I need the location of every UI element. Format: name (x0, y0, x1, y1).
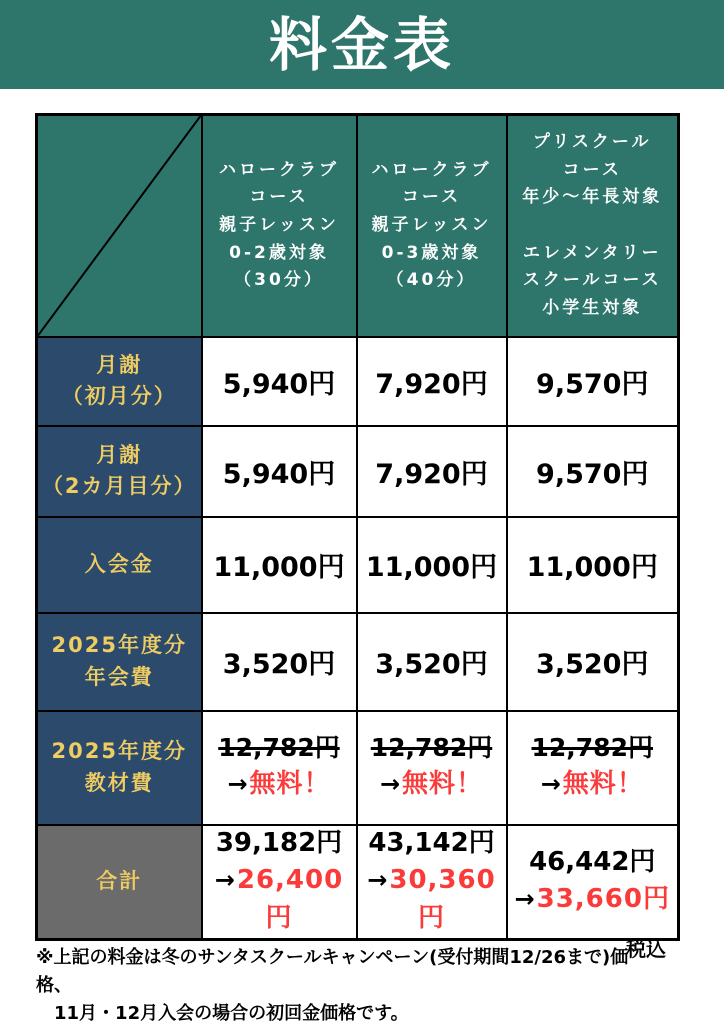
col-header-line: エレメンタリー (522, 242, 662, 263)
table-row-annual-fee (37, 613, 679, 711)
row-label-line: 月謝 (96, 352, 143, 377)
col-header-line: コース (562, 159, 622, 180)
page-title: 料金表 (268, 10, 455, 79)
price-table (35, 113, 680, 941)
column-header-hello-club-40min (357, 115, 507, 337)
old-price: 12,782円 (370, 733, 493, 763)
table-header-row (37, 115, 679, 337)
campaign-footnote (36, 944, 656, 1028)
col-header-line: 親子レッスン (219, 214, 339, 235)
table-row-monthly-first (37, 337, 679, 426)
total-price-cell (202, 825, 357, 940)
arrow-icon: → (540, 769, 561, 798)
row-label-line: 2025年度分 (51, 633, 187, 657)
arrow-icon: → (227, 769, 248, 798)
total-price-cell (357, 825, 507, 940)
col-header-line: コース (249, 187, 309, 208)
col-header-line: ハロークラブ (371, 159, 492, 180)
row-label-line: 2025年度分 (51, 739, 187, 763)
material-price-cell (357, 711, 507, 825)
arrow-icon: → (367, 865, 388, 894)
row-header-monthly-second (37, 426, 202, 517)
table-row-admission-fee (37, 517, 679, 613)
column-header-preschool-elementary (507, 115, 679, 337)
row-header-admission-fee (37, 517, 202, 613)
footnote-line-1: ※上記の料金は冬のサンタスクールキャンペーン(受付期間12/26まで)価格、 (36, 947, 629, 996)
col-header-line (508, 212, 678, 240)
row-label-line: （初月分） (61, 384, 177, 408)
row-header-material-fee (37, 711, 202, 825)
row-label-line: 教材費 (84, 770, 154, 795)
col-header-line: 小学生対象 (542, 297, 643, 318)
material-price-cell (507, 711, 679, 825)
col-header-line: 0-3歳対象 (381, 242, 482, 263)
row-label-line: 年会費 (84, 664, 154, 689)
price-cell: 11,000円 (357, 517, 507, 613)
material-price-cell (202, 711, 357, 825)
col-header-line: （40分） (386, 270, 477, 291)
price-cell: 9,570円 (507, 426, 679, 517)
price-cell: 3,520円 (507, 613, 679, 711)
table-row-total (37, 825, 679, 940)
col-header-line: 親子レッスン (371, 214, 492, 235)
footnote-line-2: 11月・12月入会の場合の初回金価格です。 (54, 1002, 409, 1024)
price-cell: 9,570円 (507, 337, 679, 426)
row-header-total (37, 825, 202, 940)
free-label: 無料！ (402, 768, 484, 799)
price-cell: 3,520円 (357, 613, 507, 711)
total-after-price: 33,660円 (536, 883, 670, 914)
row-label-line: （2カ月目分） (41, 474, 197, 498)
col-header-line: コース (401, 187, 462, 208)
table-row-material-fee (37, 711, 679, 825)
col-header-line: プリスクール (532, 132, 652, 153)
price-cell: 5,940円 (202, 426, 357, 517)
col-header-line: 年少〜年長対象 (522, 187, 663, 208)
table-row-monthly-second (37, 426, 679, 517)
total-before-price: 43,142円 (368, 828, 495, 859)
total-before-price: 46,442円 (529, 846, 656, 877)
price-cell: 11,000円 (202, 517, 357, 613)
price-cell: 7,920円 (357, 337, 507, 426)
col-header-line: （30分） (234, 270, 324, 291)
old-price: 12,782円 (218, 733, 340, 763)
tax-included-note: 税込 (626, 937, 666, 961)
total-after-price: 26,400円 (236, 864, 344, 933)
diagonal-line (38, 116, 201, 336)
total-price-cell (507, 825, 679, 940)
arrow-icon: → (214, 865, 235, 894)
old-price: 12,782円 (531, 733, 653, 763)
row-label-line: 合計 (96, 869, 143, 893)
row-label-line: 入会金 (84, 551, 154, 576)
arrow-icon: → (514, 884, 535, 913)
price-cell: 3,520円 (202, 613, 357, 711)
page-header-banner (0, 0, 724, 89)
row-header-monthly-first (37, 337, 202, 426)
arrow-icon: → (379, 769, 401, 798)
price-cell: 7,920円 (357, 426, 507, 517)
table-corner-cell (37, 115, 202, 337)
row-header-annual-fee (37, 613, 202, 711)
col-header-line: 0-2歳対象 (229, 242, 329, 263)
price-cell: 11,000円 (507, 517, 679, 613)
column-header-hello-club-30min (202, 115, 357, 337)
price-cell: 5,940円 (202, 337, 357, 426)
col-header-line: スクールコース (522, 270, 662, 291)
total-before-price: 39,182円 (215, 828, 343, 859)
row-label-line: 月謝 (96, 442, 143, 467)
col-header-line: ハロークラブ (219, 159, 339, 180)
free-label: 無料！ (249, 768, 331, 799)
total-after-price: 30,360円 (389, 864, 496, 933)
free-label: 無料！ (562, 768, 644, 799)
